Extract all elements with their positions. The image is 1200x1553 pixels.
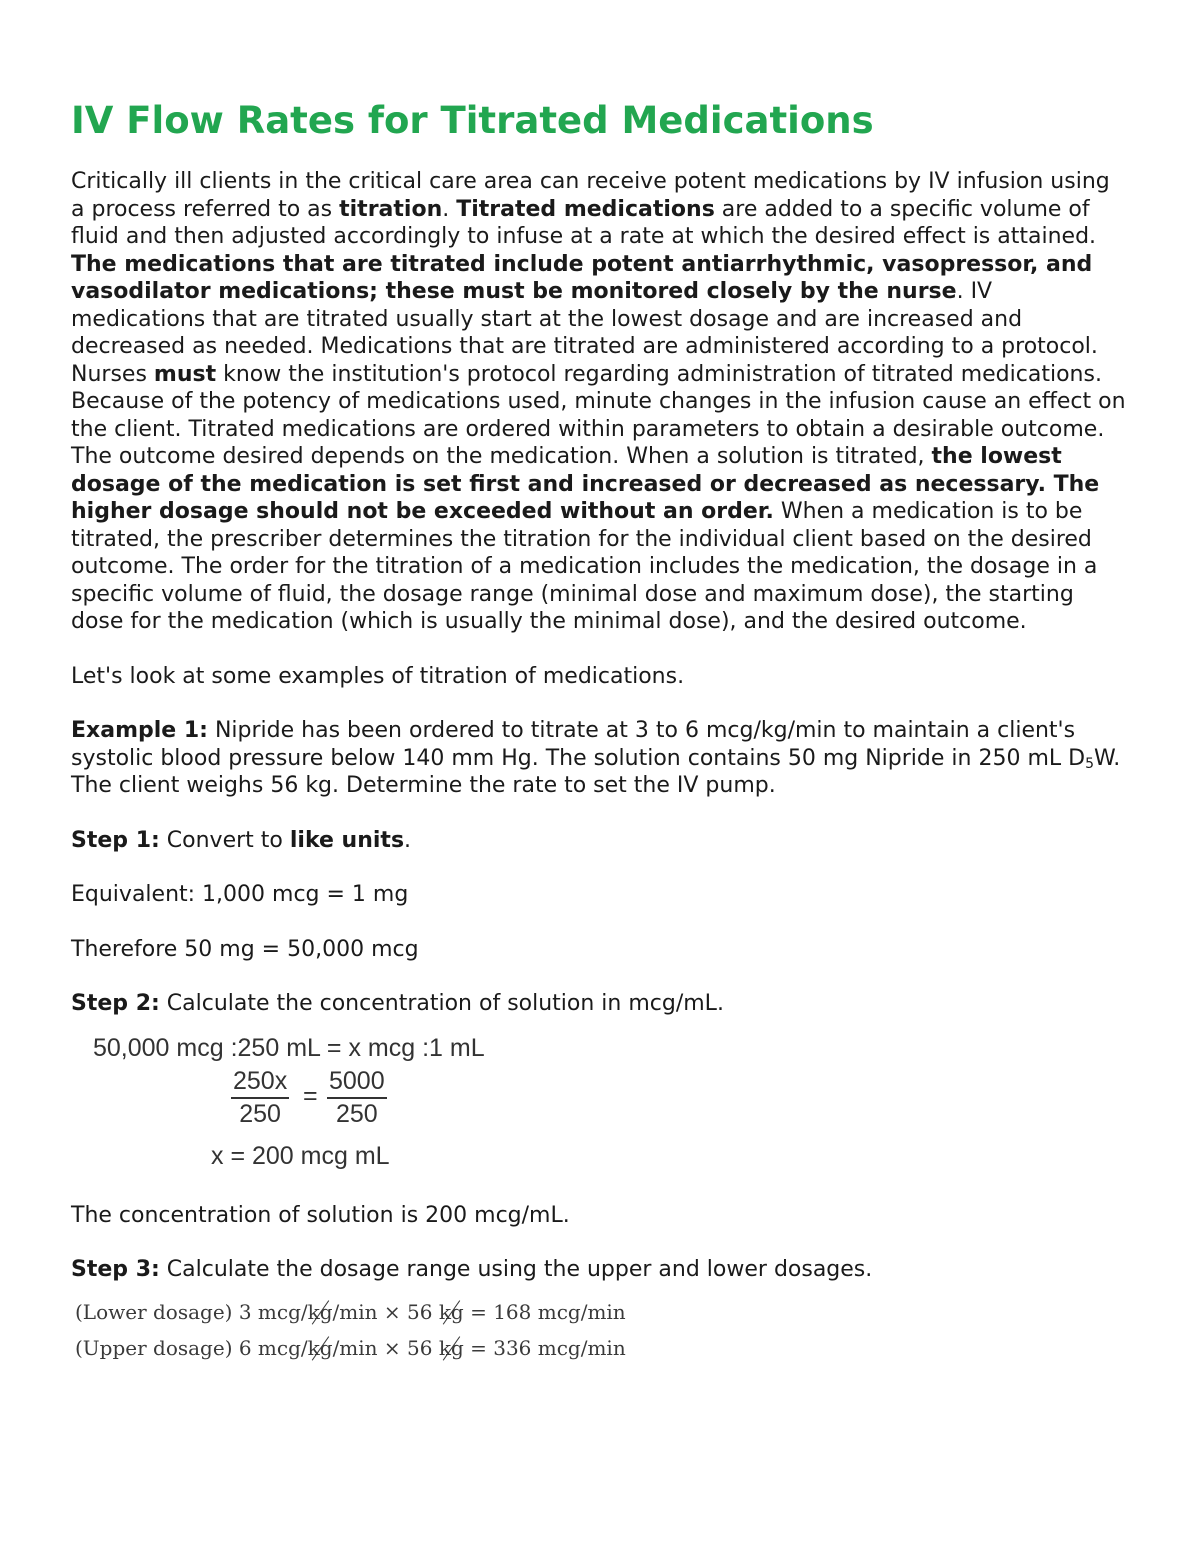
intro-text-1: Critically ill clients in the critical care area can receive potent medications by IV infusion using a process referred to as (71, 169, 1110, 222)
intro-text-4: . IV medications that are titrated usually start at the lowest dosage and are increased and decreased as needed. Medications that are titrated are administered according to a protocol. Nurses (71, 279, 1098, 387)
dosage-range-calculation (71, 1296, 1130, 1376)
calc-fraction-left (231, 1066, 289, 1130)
step-1-bold: like units (289, 827, 405, 853)
calc-fraction-right-denominator: 250 (335, 1099, 378, 1128)
intro-text-6: When a medication is to be titrated, the prescriber determines the titration for the individual client based on the desired outcome. The order for the titration of a medication includes the medication, the dosage in a specific volume of fluid, the dosage range (minimal dose and maximum dose), the starting dose for the medication (which is usually the minimal dose), and the desired outcome. (71, 499, 1098, 634)
therefore-line: Therefore 50 mg = 50,000 mcg (71, 936, 419, 962)
example-1-text-1: Nipride has been ordered to titrate at 3 to 6 mcg/kg/min to maintain a client's systolic blood pressure below 140 mm Hg. The solution contains 50 mg Nipride in 250 mL D (71, 718, 1086, 771)
step-2-text: Calculate the concentration of solution in mcg/mL. (159, 991, 724, 1016)
equivalent-line: Equivalent: 1,000 mcg = 1 mg (71, 882, 409, 907)
calc-fraction-equals: = (303, 1081, 318, 1110)
lower-dosage-text-1: (Lower dosage) 3 mcg/ (75, 1299, 308, 1324)
lower-dosage-line (75, 1300, 626, 1324)
step-3-label: Step 3: (71, 1257, 160, 1282)
calc-line-1: 50,000 mcg :250 mL = x mcg :1 mL (93, 1033, 485, 1062)
step-3-paragraph (71, 1256, 1130, 1284)
intro-bold-4: must (153, 361, 217, 387)
intro-paragraph (71, 168, 1130, 636)
upper-dosage-text-2: /min × 56 (332, 1335, 439, 1360)
step-1-paragraph (71, 827, 1130, 855)
concentration-calculation (71, 1032, 1130, 1182)
step-2-label: Step 2: (71, 991, 160, 1016)
calc-fraction-right-numerator: 5000 (327, 1066, 387, 1099)
upper-dosage-line (75, 1336, 626, 1360)
step-1-text-1: Convert to (159, 827, 290, 853)
intro-bold-3: The medications that are titrated include potent antiarrhythmic, vasopressor, and vasodilator medications; these must be monitored closely by the nurse (71, 251, 1093, 304)
calc-line-3: x = 200 mcg mL (211, 1141, 390, 1170)
upper-dosage-text-1: (Upper dosage) 6 mcg/ (75, 1335, 308, 1360)
upper-dosage-cancelled-kg-1: kg (307, 1335, 333, 1360)
upper-dosage-cancelled-kg-2: kg (438, 1335, 464, 1360)
example-1-paragraph (71, 717, 1130, 800)
intro-text-2: . (442, 196, 457, 222)
step-2-paragraph (71, 990, 1130, 1018)
calc-fraction-left-denominator: 250 (239, 1099, 281, 1128)
lead-paragraph: Let's look at some examples of titration of medications. (71, 663, 685, 689)
intro-bold-1: titration (339, 196, 443, 222)
example-1-subscript: 5 (1085, 755, 1094, 772)
calc-fraction-right (327, 1066, 387, 1130)
intro-text-5: know the institution's protocol regarding administration of titrated medications. Because of the potency of medications used, minute changes in the infusion cause an effect on the client. Titrated medications are ordered within parameters to obtain a desirable outcome. The outcome desired depends on the medication. When a solution is titrated, (71, 361, 1126, 469)
example-1-text-2: W. The client weighs 56 kg. Determine the rate to set the IV pump. (71, 745, 1121, 798)
step-1-text-2: . (404, 827, 412, 853)
intro-text-3: are added to a specific volume of fluid and then adjusted accordingly to infuse at a rate at which the desired effect is attained. (71, 196, 1097, 249)
lower-dosage-cancelled-kg-1: kg (307, 1299, 333, 1324)
lower-dosage-text-2: /min × 56 (332, 1299, 439, 1324)
step-3-text: Calculate the dosage range using the upper and lower dosages. (159, 1257, 873, 1282)
intro-bold-5: the lowest dosage of the medication is set first and increased or decreased as necessary. The higher dosage should not be exceeded without an order. (71, 444, 1100, 524)
calc-fraction-left-numerator: 250x (231, 1066, 289, 1099)
example-1-label: Example 1: (71, 718, 208, 743)
concentration-result: The concentration of solution is 200 mcg/mL. (71, 1202, 570, 1228)
upper-dosage-result: = 336 mcg/min (463, 1335, 626, 1360)
lower-dosage-result: = 168 mcg/min (463, 1299, 626, 1324)
intro-bold-2: Titrated medications (456, 196, 715, 222)
step-1-label: Step 1: (71, 827, 160, 853)
page-title: IV Flow Rates for Titrated Medications (71, 99, 874, 142)
lower-dosage-cancelled-kg-2: kg (438, 1299, 464, 1324)
